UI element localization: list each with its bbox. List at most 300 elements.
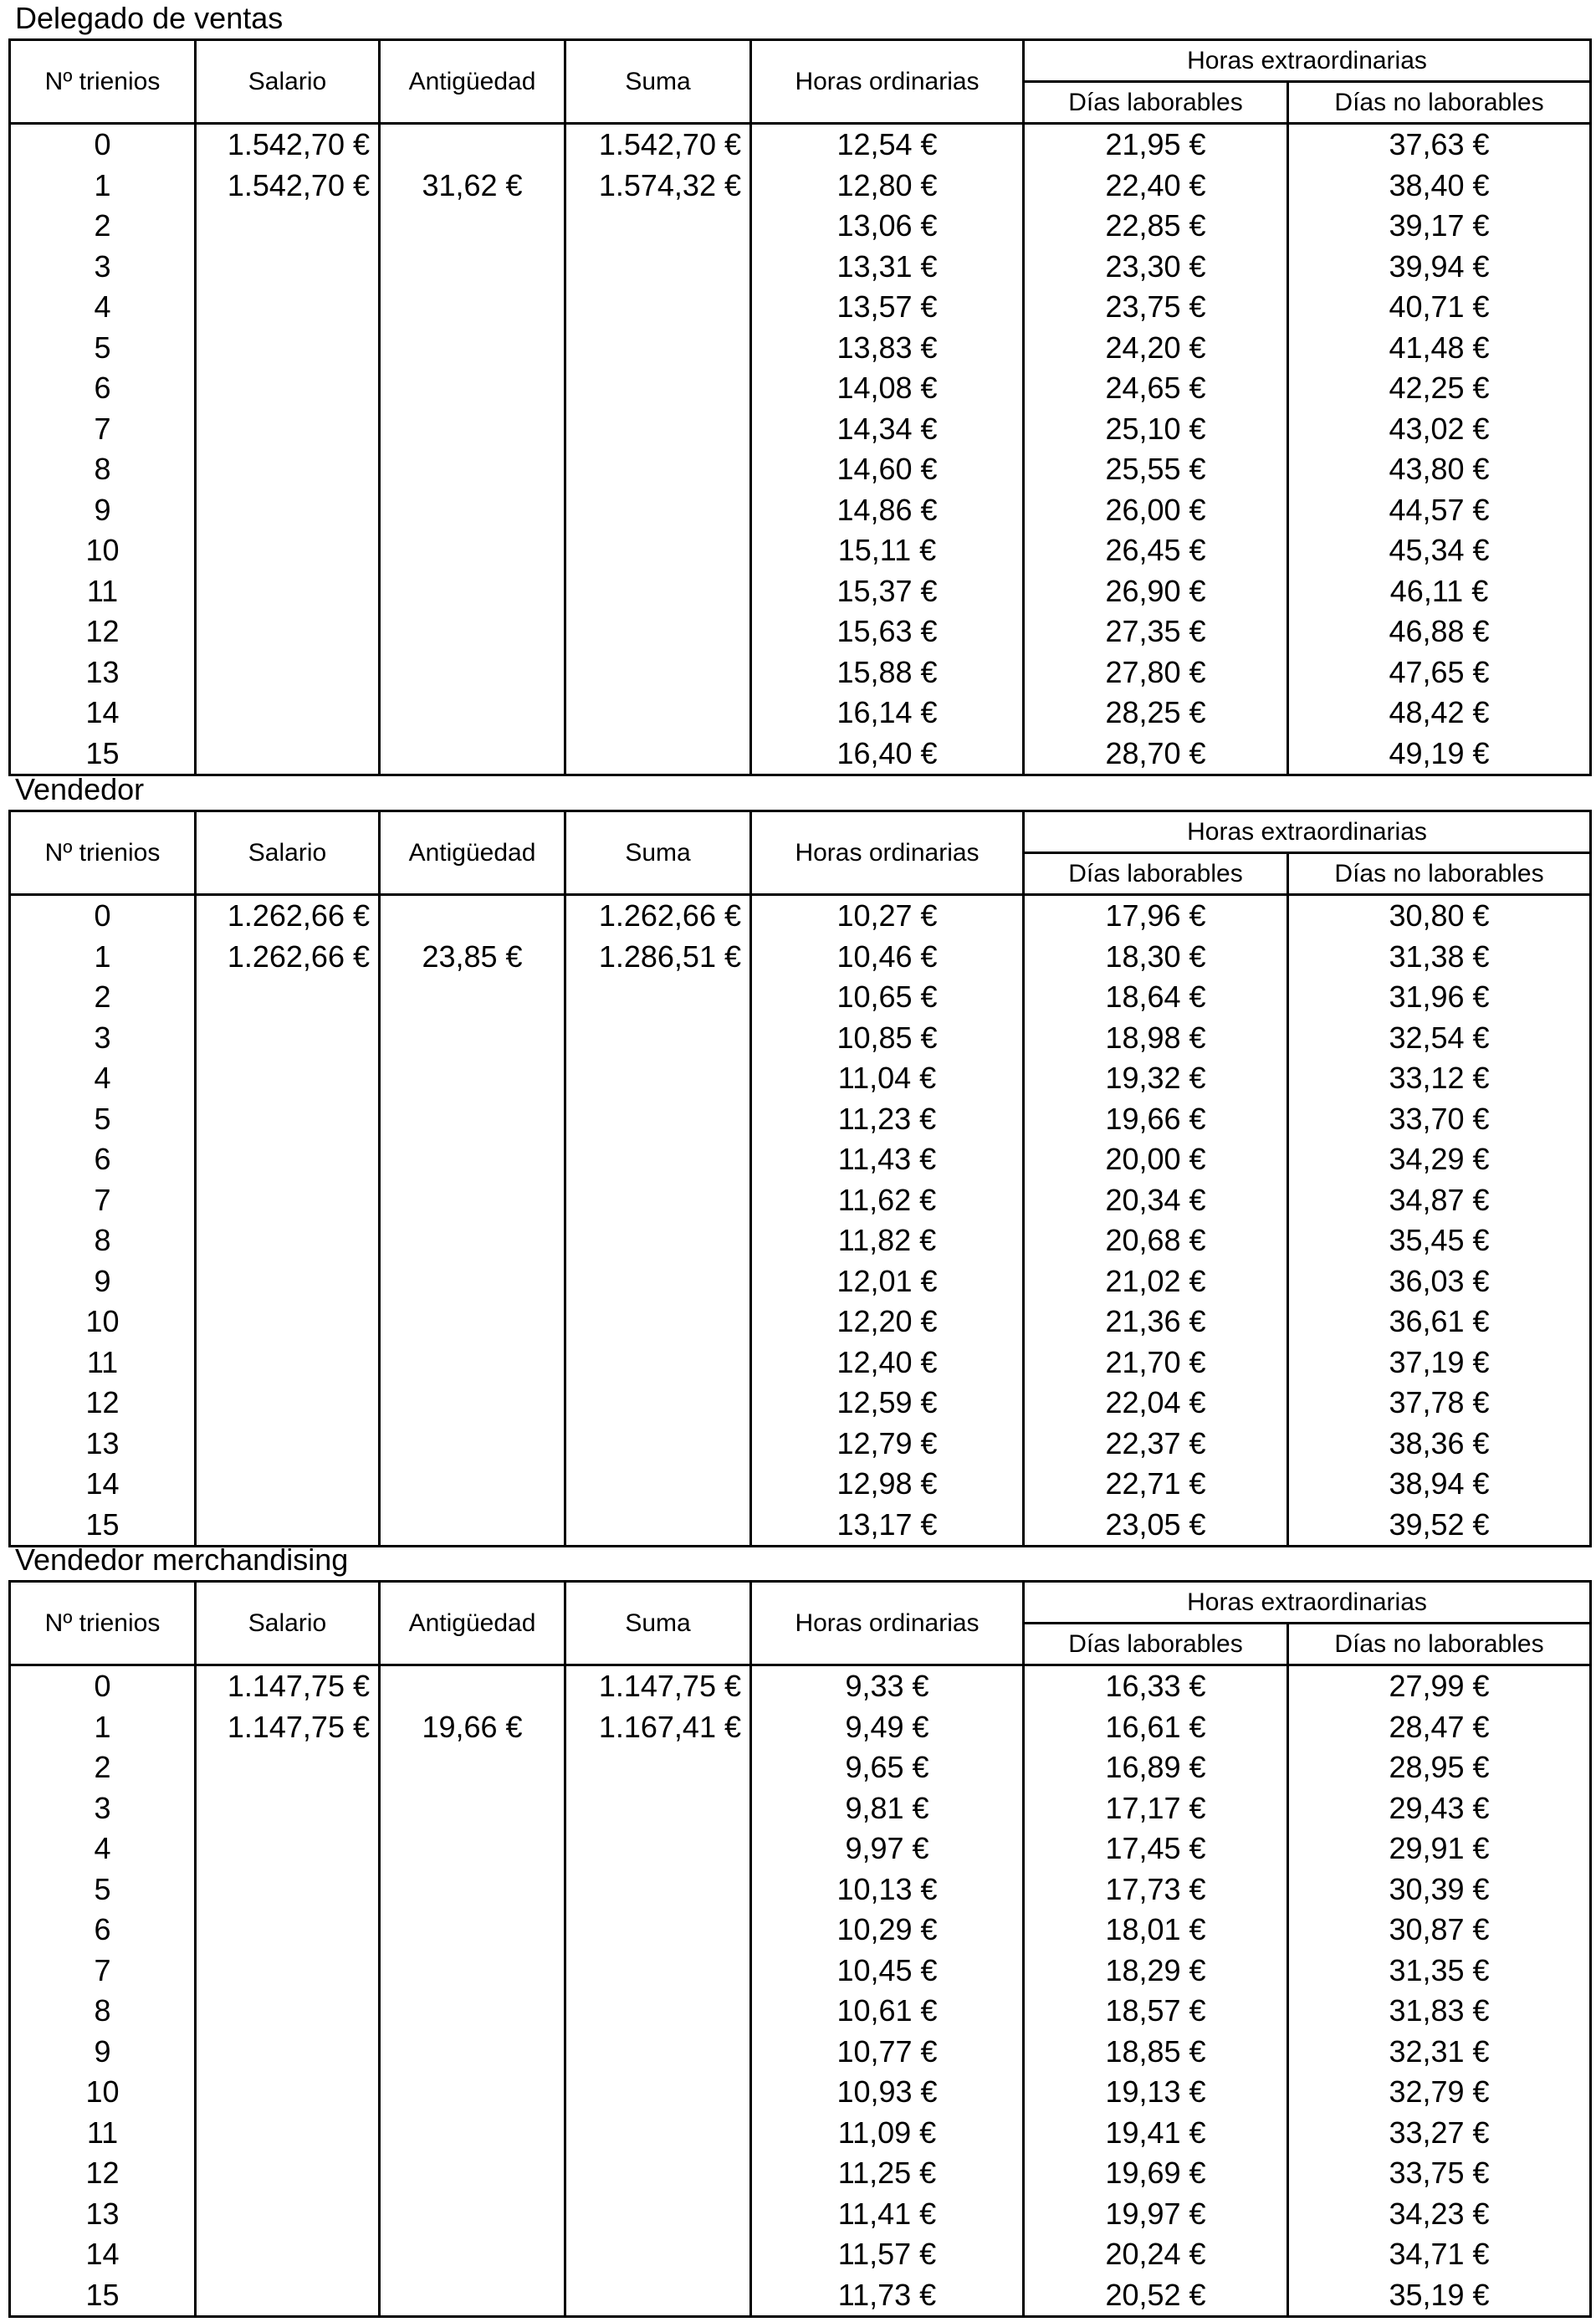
cell-horas-ordinarias: 14,08 € <box>751 368 1024 409</box>
cell-trienios: 2 <box>10 206 196 247</box>
table-row <box>10 2275 1591 2317</box>
cell-trienios: 8 <box>10 1991 196 2032</box>
cell-horas-ordinarias: 13,17 € <box>751 1505 1024 1547</box>
cell-horas-ordinarias: 12,54 € <box>751 124 1024 166</box>
cell-salario <box>196 368 380 409</box>
cell-dias-no-laborables: 38,40 € <box>1288 166 1591 207</box>
cell-salario <box>196 1180 380 1221</box>
cell-trienios: 15 <box>10 2275 196 2317</box>
cell-trienios: 6 <box>10 1910 196 1951</box>
cell-dias-no-laborables: 41,48 € <box>1288 328 1591 369</box>
table-row <box>10 1424 1591 1465</box>
cell-antiguedad <box>380 328 565 369</box>
cell-trienios: 10 <box>10 530 196 571</box>
cell-suma <box>565 1302 751 1343</box>
cell-suma: 1.167,41 € <box>565 1707 751 1748</box>
cell-horas-ordinarias: 10,45 € <box>751 1951 1024 1992</box>
cell-dias-no-laborables: 33,27 € <box>1288 2113 1591 2154</box>
cell-salario <box>196 652 380 693</box>
cell-suma <box>565 977 751 1018</box>
cell-horas-ordinarias: 10,93 € <box>751 2072 1024 2113</box>
cell-dias-laborables: 19,69 € <box>1024 2153 1288 2194</box>
cell-antiguedad <box>380 1261 565 1302</box>
table-row <box>10 1343 1591 1383</box>
cell-trienios: 7 <box>10 1951 196 1992</box>
header-antiguedad: Antigüedad <box>380 811 565 895</box>
cell-suma <box>565 1505 751 1547</box>
cell-dias-laborables: 19,66 € <box>1024 1099 1288 1140</box>
cell-antiguedad <box>380 734 565 775</box>
table-row <box>10 1951 1591 1992</box>
cell-horas-ordinarias: 12,59 € <box>751 1383 1024 1424</box>
header-horas-extraordinarias: Horas extraordinarias <box>1024 1582 1591 1624</box>
cell-suma: 1.147,75 € <box>565 1665 751 1707</box>
cell-trienios: 2 <box>10 977 196 1018</box>
header-horas-ordinarias: Horas ordinarias <box>751 1582 1024 1665</box>
cell-suma <box>565 1383 751 1424</box>
cell-suma <box>565 2234 751 2275</box>
cell-horas-ordinarias: 15,63 € <box>751 611 1024 652</box>
cell-antiguedad <box>380 1302 565 1343</box>
cell-trienios: 7 <box>10 409 196 450</box>
cell-salario: 1.262,66 € <box>196 937 380 978</box>
cell-dias-laborables: 28,70 € <box>1024 734 1288 775</box>
wage-table-vendedor <box>8 810 1592 1547</box>
cell-suma <box>565 206 751 247</box>
cell-dias-laborables: 19,97 € <box>1024 2194 1288 2235</box>
header-salario: Salario <box>196 40 380 124</box>
cell-dias-laborables: 17,73 € <box>1024 1869 1288 1910</box>
cell-dias-laborables: 21,02 € <box>1024 1261 1288 1302</box>
cell-trienios: 0 <box>10 1665 196 1707</box>
cell-salario <box>196 2072 380 2113</box>
cell-salario <box>196 490 380 531</box>
cell-horas-ordinarias: 12,40 € <box>751 1343 1024 1383</box>
cell-antiguedad <box>380 1424 565 1465</box>
cell-antiguedad <box>380 1343 565 1383</box>
header-dias-laborables: Días laborables <box>1024 1624 1288 1665</box>
cell-salario <box>196 328 380 369</box>
header-horas-ordinarias: Horas ordinarias <box>751 40 1024 124</box>
cell-antiguedad <box>380 1505 565 1547</box>
cell-salario <box>196 1058 380 1099</box>
cell-dias-no-laborables: 40,71 € <box>1288 287 1591 328</box>
table-row <box>10 1505 1591 1547</box>
cell-horas-ordinarias: 10,65 € <box>751 977 1024 1018</box>
cell-trienios: 13 <box>10 652 196 693</box>
cell-dias-no-laborables: 38,94 € <box>1288 1464 1591 1505</box>
cell-horas-ordinarias: 13,06 € <box>751 206 1024 247</box>
cell-dias-laborables: 23,75 € <box>1024 287 1288 328</box>
cell-suma <box>565 409 751 450</box>
cell-trienios: 3 <box>10 1788 196 1829</box>
header-dias-no-laborables: Días no laborables <box>1288 82 1591 124</box>
table-row <box>10 937 1591 978</box>
cell-antiguedad <box>380 368 565 409</box>
table-row <box>10 1464 1591 1505</box>
cell-dias-laborables: 20,52 € <box>1024 2275 1288 2317</box>
header-suma: Suma <box>565 811 751 895</box>
cell-dias-laborables: 25,10 € <box>1024 409 1288 450</box>
cell-antiguedad <box>380 2234 565 2275</box>
cell-trienios: 10 <box>10 1302 196 1343</box>
cell-horas-ordinarias: 10,46 € <box>751 937 1024 978</box>
cell-dias-no-laborables: 28,47 € <box>1288 1707 1591 1748</box>
table-row <box>10 1747 1591 1788</box>
cell-salario <box>196 530 380 571</box>
cell-dias-laborables: 18,64 € <box>1024 977 1288 1018</box>
cell-dias-laborables: 18,29 € <box>1024 1951 1288 1992</box>
cell-antiguedad <box>380 490 565 531</box>
cell-suma <box>565 449 751 490</box>
header-horas-ordinarias: Horas ordinarias <box>751 811 1024 895</box>
cell-suma <box>565 368 751 409</box>
cell-dias-no-laborables: 31,96 € <box>1288 977 1591 1018</box>
cell-salario <box>196 449 380 490</box>
cell-dias-no-laborables: 39,94 € <box>1288 247 1591 288</box>
cell-horas-ordinarias: 16,14 € <box>751 693 1024 734</box>
cell-antiguedad <box>380 1383 565 1424</box>
cell-horas-ordinarias: 11,25 € <box>751 2153 1024 2194</box>
table-body <box>10 124 1591 775</box>
cell-antiguedad <box>380 895 565 937</box>
cell-salario <box>196 1505 380 1547</box>
cell-antiguedad <box>380 2113 565 2154</box>
wage-table-vendedor-merchandising <box>8 1580 1592 2318</box>
cell-antiguedad <box>380 2032 565 2073</box>
table-row <box>10 652 1591 693</box>
cell-salario <box>196 1343 380 1383</box>
cell-suma <box>565 328 751 369</box>
table-row <box>10 895 1591 937</box>
cell-salario <box>196 2153 380 2194</box>
cell-salario <box>196 977 380 1018</box>
cell-antiguedad <box>380 1910 565 1951</box>
cell-dias-no-laborables: 31,83 € <box>1288 1991 1591 2032</box>
cell-salario <box>196 1951 380 1992</box>
cell-salario <box>196 1991 380 2032</box>
cell-horas-ordinarias: 10,27 € <box>751 895 1024 937</box>
cell-salario: 1.147,75 € <box>196 1707 380 1748</box>
table-row <box>10 2072 1591 2113</box>
cell-dias-laborables: 26,90 € <box>1024 571 1288 612</box>
cell-antiguedad <box>380 247 565 288</box>
cell-horas-ordinarias: 13,57 € <box>751 287 1024 328</box>
cell-suma: 1.262,66 € <box>565 895 751 937</box>
table-row <box>10 1707 1591 1748</box>
table-body <box>10 1665 1591 2317</box>
cell-dias-no-laborables: 36,61 € <box>1288 1302 1591 1343</box>
cell-dias-no-laborables: 37,63 € <box>1288 124 1591 166</box>
cell-dias-no-laborables: 28,95 € <box>1288 1747 1591 1788</box>
table-row <box>10 2153 1591 2194</box>
cell-suma <box>565 1343 751 1383</box>
cell-salario <box>196 1302 380 1343</box>
cell-dias-no-laborables: 44,57 € <box>1288 490 1591 531</box>
cell-dias-laborables: 26,00 € <box>1024 490 1288 531</box>
header-trienios: Nº trienios <box>10 40 196 124</box>
cell-salario <box>196 2234 380 2275</box>
table-row <box>10 1910 1591 1951</box>
cell-horas-ordinarias: 13,31 € <box>751 247 1024 288</box>
cell-dias-laborables: 26,45 € <box>1024 530 1288 571</box>
cell-suma <box>565 2153 751 2194</box>
cell-dias-laborables: 19,13 € <box>1024 2072 1288 2113</box>
cell-trienios: 12 <box>10 2153 196 2194</box>
cell-salario <box>196 1139 380 1180</box>
cell-salario <box>196 1464 380 1505</box>
cell-suma <box>565 2194 751 2235</box>
cell-dias-laborables: 16,33 € <box>1024 1665 1288 1707</box>
cell-salario <box>196 1099 380 1140</box>
cell-horas-ordinarias: 9,49 € <box>751 1707 1024 1748</box>
cell-dias-laborables: 20,68 € <box>1024 1220 1288 1261</box>
cell-salario <box>196 693 380 734</box>
cell-trienios: 9 <box>10 2032 196 2073</box>
table-row <box>10 409 1591 450</box>
header-trienios: Nº trienios <box>10 811 196 895</box>
cell-horas-ordinarias: 11,41 € <box>751 2194 1024 2235</box>
table-row <box>10 2234 1591 2275</box>
table-row <box>10 530 1591 571</box>
cell-horas-ordinarias: 12,20 € <box>751 1302 1024 1343</box>
cell-suma <box>565 1261 751 1302</box>
cell-dias-no-laborables: 37,78 € <box>1288 1383 1591 1424</box>
cell-suma <box>565 2032 751 2073</box>
cell-antiguedad: 19,66 € <box>380 1707 565 1748</box>
table-row <box>10 1058 1591 1099</box>
cell-dias-no-laborables: 46,11 € <box>1288 571 1591 612</box>
cell-horas-ordinarias: 10,29 € <box>751 1910 1024 1951</box>
table-row <box>10 1788 1591 1829</box>
header-antiguedad: Antigüedad <box>380 40 565 124</box>
cell-trienios: 1 <box>10 937 196 978</box>
cell-antiguedad <box>380 530 565 571</box>
cell-dias-laborables: 24,20 € <box>1024 328 1288 369</box>
table-row <box>10 247 1591 288</box>
cell-trienios: 4 <box>10 1828 196 1869</box>
cell-horas-ordinarias: 11,04 € <box>751 1058 1024 1099</box>
cell-dias-laborables: 18,98 € <box>1024 1018 1288 1059</box>
cell-dias-no-laborables: 31,38 € <box>1288 937 1591 978</box>
table-row <box>10 287 1591 328</box>
cell-trienios: 8 <box>10 1220 196 1261</box>
cell-salario <box>196 1910 380 1951</box>
header-salario: Salario <box>196 1582 380 1665</box>
cell-trienios: 14 <box>10 1464 196 1505</box>
cell-dias-no-laborables: 38,36 € <box>1288 1424 1591 1465</box>
section-title-vendedor-merchandising: Vendedor merchandising <box>15 1542 349 1577</box>
cell-dias-no-laborables: 30,39 € <box>1288 1869 1591 1910</box>
cell-dias-no-laborables: 35,45 € <box>1288 1220 1591 1261</box>
table-row <box>10 1180 1591 1221</box>
cell-dias-laborables: 22,71 € <box>1024 1464 1288 1505</box>
cell-suma <box>565 611 751 652</box>
cell-salario <box>196 1788 380 1829</box>
cell-salario <box>196 734 380 775</box>
cell-salario <box>196 409 380 450</box>
cell-antiguedad <box>380 2194 565 2235</box>
wage-table-delegado <box>8 38 1592 776</box>
cell-suma <box>565 1099 751 1140</box>
cell-dias-no-laborables: 33,12 € <box>1288 1058 1591 1099</box>
table-row <box>10 1018 1591 1059</box>
cell-horas-ordinarias: 14,34 € <box>751 409 1024 450</box>
cell-horas-ordinarias: 10,77 € <box>751 2032 1024 2073</box>
table-row <box>10 1261 1591 1302</box>
header-horas-extraordinarias: Horas extraordinarias <box>1024 811 1591 853</box>
cell-dias-no-laborables: 29,91 € <box>1288 1828 1591 1869</box>
cell-dias-no-laborables: 39,17 € <box>1288 206 1591 247</box>
cell-dias-laborables: 18,57 € <box>1024 1991 1288 2032</box>
cell-suma <box>565 1869 751 1910</box>
cell-trienios: 9 <box>10 1261 196 1302</box>
cell-antiguedad <box>380 1058 565 1099</box>
cell-antiguedad <box>380 1788 565 1829</box>
cell-dias-no-laborables: 29,43 € <box>1288 1788 1591 1829</box>
table-row <box>10 166 1591 207</box>
cell-dias-laborables: 16,89 € <box>1024 1747 1288 1788</box>
cell-dias-no-laborables: 30,80 € <box>1288 895 1591 937</box>
cell-salario <box>196 1747 380 1788</box>
cell-trienios: 6 <box>10 368 196 409</box>
cell-dias-laborables: 27,35 € <box>1024 611 1288 652</box>
cell-antiguedad <box>380 1464 565 1505</box>
cell-suma <box>565 571 751 612</box>
cell-horas-ordinarias: 9,81 € <box>751 1788 1024 1829</box>
cell-horas-ordinarias: 11,43 € <box>751 1139 1024 1180</box>
cell-dias-laborables: 21,95 € <box>1024 124 1288 166</box>
cell-dias-laborables: 27,80 € <box>1024 652 1288 693</box>
cell-horas-ordinarias: 15,11 € <box>751 530 1024 571</box>
cell-dias-no-laborables: 43,02 € <box>1288 409 1591 450</box>
cell-salario <box>196 1424 380 1465</box>
cell-antiguedad <box>380 124 565 166</box>
cell-horas-ordinarias: 14,60 € <box>751 449 1024 490</box>
cell-trienios: 5 <box>10 1099 196 1140</box>
cell-horas-ordinarias: 9,97 € <box>751 1828 1024 1869</box>
cell-trienios: 14 <box>10 2234 196 2275</box>
cell-suma <box>565 1220 751 1261</box>
cell-salario <box>196 1018 380 1059</box>
cell-dias-no-laborables: 34,29 € <box>1288 1139 1591 1180</box>
table-row <box>10 1665 1591 1707</box>
header-dias-no-laborables: Días no laborables <box>1288 853 1591 895</box>
cell-dias-no-laborables: 43,80 € <box>1288 449 1591 490</box>
cell-antiguedad <box>380 571 565 612</box>
table-row <box>10 328 1591 369</box>
cell-suma <box>565 652 751 693</box>
cell-antiguedad: 23,85 € <box>380 937 565 978</box>
cell-trienios: 0 <box>10 895 196 937</box>
cell-antiguedad <box>380 2275 565 2317</box>
cell-antiguedad <box>380 1099 565 1140</box>
cell-horas-ordinarias: 15,88 € <box>751 652 1024 693</box>
cell-trienios: 5 <box>10 328 196 369</box>
cell-suma <box>565 2275 751 2317</box>
cell-dias-no-laborables: 33,70 € <box>1288 1099 1591 1140</box>
cell-trienios: 4 <box>10 287 196 328</box>
cell-dias-laborables: 22,04 € <box>1024 1383 1288 1424</box>
cell-dias-laborables: 25,55 € <box>1024 449 1288 490</box>
cell-dias-no-laborables: 45,34 € <box>1288 530 1591 571</box>
table-row <box>10 734 1591 775</box>
table-row <box>10 490 1591 531</box>
cell-dias-no-laborables: 48,42 € <box>1288 693 1591 734</box>
cell-dias-no-laborables: 49,19 € <box>1288 734 1591 775</box>
table-row <box>10 2032 1591 2073</box>
cell-horas-ordinarias: 12,01 € <box>751 1261 1024 1302</box>
table-row <box>10 449 1591 490</box>
table-row <box>10 977 1591 1018</box>
cell-horas-ordinarias: 15,37 € <box>751 571 1024 612</box>
cell-trienios: 12 <box>10 1383 196 1424</box>
table-row <box>10 2113 1591 2154</box>
cell-suma <box>565 1018 751 1059</box>
header-suma: Suma <box>565 1582 751 1665</box>
cell-antiguedad <box>380 409 565 450</box>
cell-antiguedad <box>380 693 565 734</box>
cell-suma <box>565 490 751 531</box>
cell-horas-ordinarias: 11,62 € <box>751 1180 1024 1221</box>
cell-dias-laborables: 18,30 € <box>1024 937 1288 978</box>
cell-dias-laborables: 19,32 € <box>1024 1058 1288 1099</box>
cell-suma <box>565 1951 751 1992</box>
cell-suma: 1.286,51 € <box>565 937 751 978</box>
cell-suma <box>565 2072 751 2113</box>
cell-suma <box>565 1910 751 1951</box>
cell-dias-no-laborables: 30,87 € <box>1288 1910 1591 1951</box>
header-dias-laborables: Días laborables <box>1024 82 1288 124</box>
cell-suma <box>565 1464 751 1505</box>
cell-dias-no-laborables: 39,52 € <box>1288 1505 1591 1547</box>
cell-horas-ordinarias: 9,33 € <box>751 1665 1024 1707</box>
cell-dias-laborables: 22,85 € <box>1024 206 1288 247</box>
cell-trienios: 13 <box>10 2194 196 2235</box>
cell-dias-laborables: 19,41 € <box>1024 2113 1288 2154</box>
cell-suma <box>565 530 751 571</box>
cell-trienios: 10 <box>10 2072 196 2113</box>
cell-dias-laborables: 16,61 € <box>1024 1707 1288 1748</box>
section-title-delegado: Delegado de ventas <box>15 1 284 35</box>
table-row <box>10 1220 1591 1261</box>
cell-antiguedad <box>380 977 565 1018</box>
cell-horas-ordinarias: 12,79 € <box>751 1424 1024 1465</box>
cell-suma <box>565 693 751 734</box>
cell-trienios: 1 <box>10 166 196 207</box>
table-row <box>10 571 1591 612</box>
cell-suma <box>565 1139 751 1180</box>
cell-antiguedad <box>380 1747 565 1788</box>
cell-trienios: 11 <box>10 571 196 612</box>
cell-suma: 1.574,32 € <box>565 166 751 207</box>
cell-horas-ordinarias: 12,98 € <box>751 1464 1024 1505</box>
table-body <box>10 895 1591 1547</box>
cell-dias-laborables: 20,24 € <box>1024 2234 1288 2275</box>
cell-antiguedad <box>380 1828 565 1869</box>
cell-salario <box>196 1383 380 1424</box>
header-horas-extraordinarias: Horas extraordinarias <box>1024 40 1591 82</box>
cell-trienios: 4 <box>10 1058 196 1099</box>
cell-antiguedad <box>380 1991 565 2032</box>
cell-salario <box>196 2032 380 2073</box>
cell-horas-ordinarias: 12,80 € <box>751 166 1024 207</box>
cell-dias-no-laborables: 27,99 € <box>1288 1665 1591 1707</box>
cell-salario <box>196 1220 380 1261</box>
cell-trienios: 2 <box>10 1747 196 1788</box>
cell-suma: 1.542,70 € <box>565 124 751 166</box>
cell-dias-no-laborables: 31,35 € <box>1288 1951 1591 1992</box>
